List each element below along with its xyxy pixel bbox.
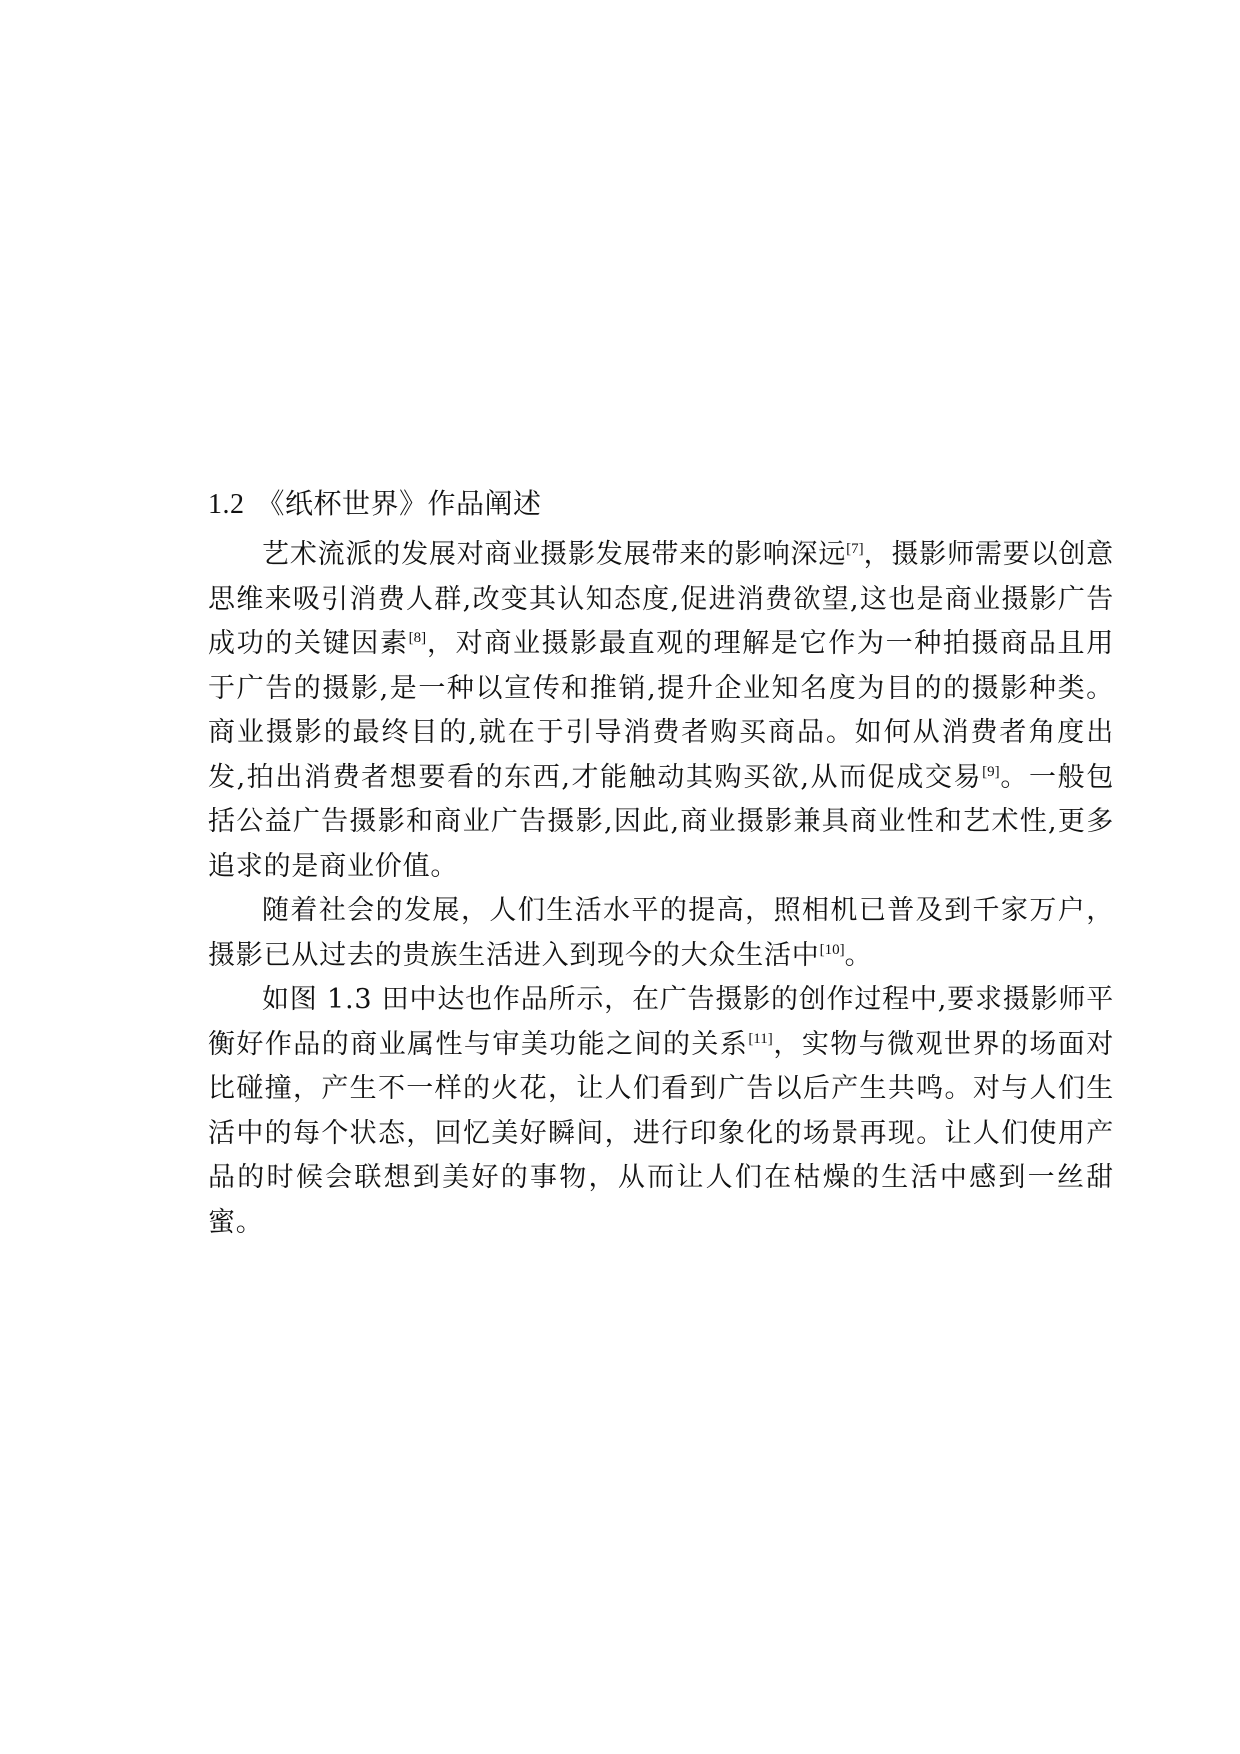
paragraph-1: [208, 533, 1114, 889]
citation-ref: [11]: [748, 1030, 773, 1047]
section-heading: [208, 482, 1114, 527]
section-number: 1.2: [208, 489, 245, 520]
citation-ref: [10]: [819, 941, 845, 958]
paragraph-2: [208, 889, 1114, 978]
paragraph-3: [208, 978, 1114, 1245]
section-title: 《纸杯世界》作品阐述: [256, 487, 542, 520]
paragraph-text: ，对商业摄影最直观的理解是它作为一种拍摄商品且用于广告的摄影,是一种以宣传和推销,提升企业知名度为目的的摄影种类。商业摄影的最终目的,就在于引导消费者购买商品。如何从消费者角度出发,拍出消费者想要看的东西,才能触动其购买欲,从而促成交易: [208, 628, 1115, 793]
citation-ref: [9]: [982, 763, 1000, 780]
paragraph-text: ，摄影师需要以创意思维来吸引消费人群,改变其认知态度,促进消费欲望,这也是商业摄影广告成功的关键因素: [208, 539, 1114, 659]
paragraph-text: ，实物与微观世界的场面对比碰撞，产生不一样的火花，让人们看到广告以后产生共鸣。对与人们生活中的每个状态，回忆美好瞬间，进行印象化的场景再现。让人们使用产品的时候会联想到美好的事物，从而让人们在枯燥的生活中感到一丝甜蜜。: [208, 1028, 1114, 1238]
paragraph-text: 。一般包括公益广告摄影和商业广告摄影,因此,商业摄影兼具商业性和艺术性,更多追求的是商业价值。: [208, 761, 1115, 882]
paragraph-text: 随着社会的发展，人们生活水平的提高，照相机已普及到千家万户，摄影已从过去的贵族生活进入到现今的大众生活中: [208, 895, 1114, 971]
paragraph-text: 艺术流派的发展对商业摄影发展带来的影响深远: [262, 539, 847, 570]
citation-ref: [8]: [408, 630, 427, 646]
paragraph-text: 如图 1.3 田中达也作品所示，在广告摄影的创作过程中,要求摄影师平衡好作品的商业属性与审美功能之间的关系: [208, 984, 1114, 1060]
paragraph-text: 。: [844, 939, 873, 971]
citation-ref: [7]: [846, 541, 864, 557]
document-page: [208, 482, 1114, 1245]
